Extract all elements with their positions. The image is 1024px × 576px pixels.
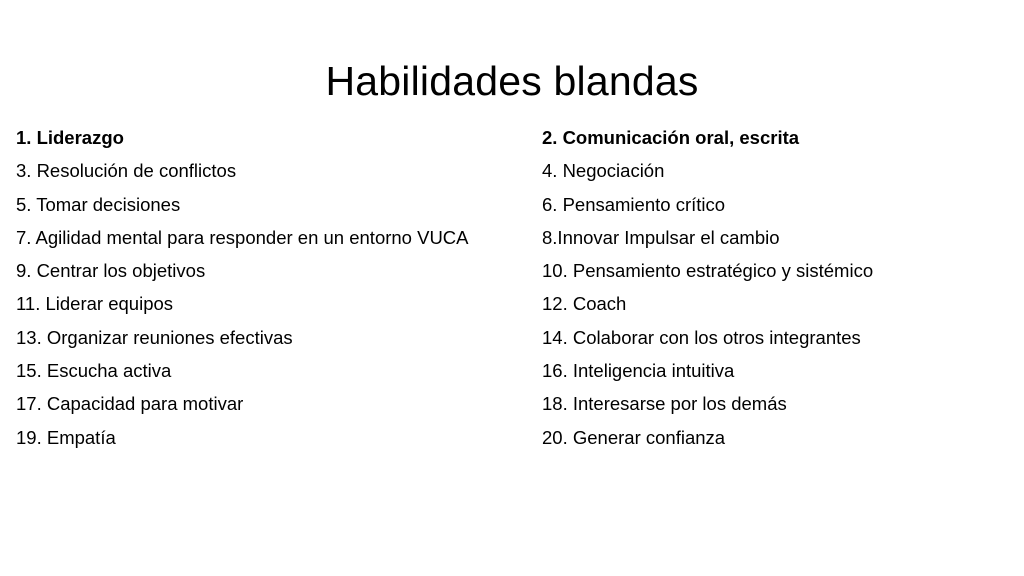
skills-list-right xyxy=(542,121,1012,454)
skill-item: 5. Tomar decisiones xyxy=(16,193,181,215)
skill-item: 12. Coach xyxy=(542,293,627,315)
skill-item: 11. Liderar equipos xyxy=(16,293,174,315)
skill-item: 2. Comunicación oral, escrita xyxy=(542,127,800,148)
skill-item: 10. Pensamiento estratégico y sistémico xyxy=(542,260,874,282)
skill-item: 19. Empatía xyxy=(16,426,116,448)
skill-item: 15. Escucha activa xyxy=(16,360,172,382)
skill-item: 4. Negociación xyxy=(542,160,665,182)
skill-item: 13. Organizar reuniones efectivas xyxy=(16,326,293,348)
slide-title: Habilidades blandas xyxy=(325,58,699,105)
skill-item: 1. Liderazgo xyxy=(16,127,124,148)
skills-list-left xyxy=(16,121,531,454)
skill-item: 8.Innovar Impulsar el cambio xyxy=(542,226,780,248)
skill-item: 16. Inteligencia intuitiva xyxy=(542,360,735,382)
skill-item: 3. Resolución de conflictos xyxy=(16,160,237,182)
skill-item: 17. Capacidad para motivar xyxy=(16,393,244,415)
skill-item: 18. Interesarse por los demás xyxy=(542,393,787,415)
skill-item: 9. Centrar los objetivos xyxy=(16,260,206,282)
skill-item: 6. Pensamiento crítico xyxy=(542,193,726,215)
skill-item: 14. Colaborar con los otros integrantes xyxy=(542,326,861,348)
skill-item: 7. Agilidad mental para responder en un entorno VUCA xyxy=(16,226,469,248)
skill-item: 20. Generar confianza xyxy=(542,426,726,448)
